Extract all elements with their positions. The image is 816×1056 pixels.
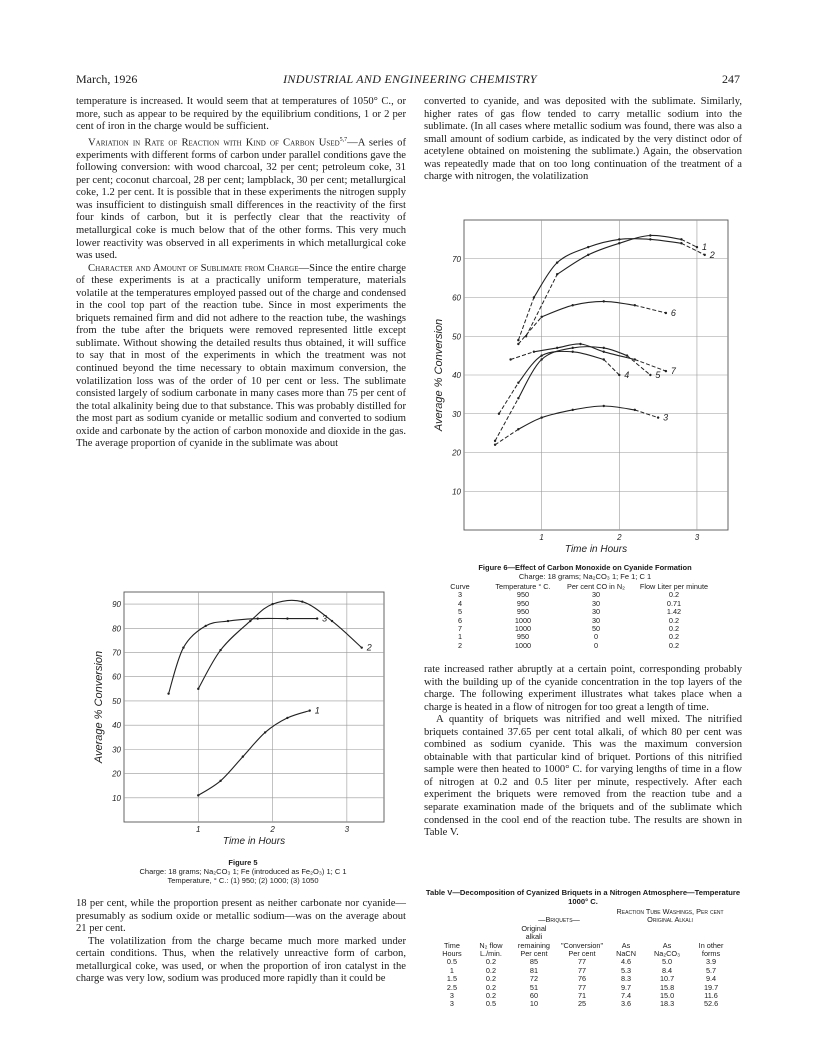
data-point [587, 254, 589, 256]
data-point [249, 620, 251, 622]
data-point [634, 409, 636, 411]
table-cell: 60 [529, 991, 539, 1001]
y-tick-label: 20 [112, 769, 121, 779]
data-point [257, 617, 259, 619]
figure-5 [78, 576, 408, 856]
data-point [618, 242, 620, 244]
data-point [556, 273, 558, 275]
series-line-dashed [518, 298, 534, 341]
series-label: 1 [701, 242, 707, 253]
y-tick-label: 10 [112, 793, 121, 803]
table-cell: 15.8 [659, 982, 675, 992]
table-5-grid [433, 908, 733, 1009]
data-point [517, 428, 519, 430]
figure-5-caption [80, 858, 406, 885]
running-date: March, 1926 [76, 72, 138, 86]
journal-title: INDUSTRIAL AND ENGINEERING CHEMISTRY [283, 72, 537, 86]
left-column-bottom [76, 898, 406, 986]
data-point [680, 242, 682, 244]
x-tick-label: 2 [617, 533, 622, 542]
time-header: Time Hours [442, 940, 462, 959]
table-cell: 1000 [514, 624, 532, 634]
data-point [696, 246, 698, 248]
table-row [433, 1000, 733, 1008]
data-point [219, 780, 221, 782]
data-point [540, 358, 542, 360]
paragraph [76, 263, 406, 451]
table-cell: 1 [449, 965, 454, 975]
section-heading: Character and Amount of Sublimate from Charge [88, 262, 299, 274]
data-point [657, 416, 659, 418]
paragraph [76, 134, 406, 263]
figure-6-chart [424, 208, 748, 564]
co-header: Per cent CO in N₂ [567, 582, 625, 591]
temperature-header: Temperature ° C. [495, 582, 551, 591]
figure-6-charge: Charge: 18 grams; Na₂CO₃ 1; Fe 1; C 1 [518, 572, 652, 581]
figure-6-caption [420, 563, 750, 581]
data-point [540, 416, 542, 418]
data-point [517, 382, 519, 384]
x-tick-label: 2 [270, 825, 275, 834]
series-line-dashed [635, 305, 666, 313]
data-point [509, 358, 511, 360]
table-cell: 5.3 [620, 965, 632, 975]
figure-6-table [436, 583, 718, 650]
data-point [517, 343, 519, 345]
data-point [572, 351, 574, 353]
table-cell: 3.9 [705, 957, 717, 967]
table-cell: 0.5 [446, 957, 458, 967]
data-point [286, 717, 288, 719]
data-point [618, 374, 620, 376]
data-point [572, 304, 574, 306]
table-cell: 71 [577, 991, 587, 1001]
table-cell: 72 [529, 974, 539, 984]
table-cell: 30 [591, 590, 601, 600]
table-cell: 0.2 [668, 590, 680, 600]
paragraph: 18 per cent, while the proportion present as neither carbonate nor cyanide—presumably as sodium oxide or metallic sodium—was on the average about 21 per cent. [76, 898, 406, 935]
data-point [587, 246, 589, 248]
data-point [227, 620, 229, 622]
y-axis-label: Average % Conversion [433, 318, 445, 432]
series-line-dashed [681, 239, 697, 247]
series-line [198, 711, 309, 796]
data-point [517, 397, 519, 399]
data-point [634, 358, 636, 360]
series-line [518, 351, 603, 382]
series-line [518, 347, 630, 399]
series-label: 2 [366, 642, 372, 653]
table-cell: 30 [591, 598, 601, 608]
figure-5-title: Figure 5 [228, 858, 258, 867]
x-axis-label: Time in Hours [222, 836, 286, 847]
table-cell: 5.0 [661, 957, 673, 967]
table-cell: 1.42 [666, 607, 682, 617]
table-cell: 3.6 [620, 999, 632, 1009]
y-tick-label: 60 [112, 672, 121, 682]
flow-header: Flow Liter per minute [639, 582, 709, 591]
table-cell: 0.2 [485, 991, 497, 1001]
conversion-header: "Conversion" Per cent [560, 940, 604, 959]
data-point [665, 370, 667, 372]
table-cell: 0 [593, 640, 599, 650]
table-cell: 0.2 [485, 974, 497, 984]
table-cell: 9.7 [620, 982, 632, 992]
data-point [517, 339, 519, 341]
data-point [572, 409, 574, 411]
data-point [494, 440, 496, 442]
data-point [556, 347, 558, 349]
table-5 [424, 888, 742, 1009]
table-cell: 25 [577, 999, 587, 1009]
series-line-dashed [518, 317, 541, 344]
data-point [634, 304, 636, 306]
series-line-dashed [499, 383, 519, 414]
data-point [618, 238, 620, 240]
table-cell: 50 [591, 624, 601, 634]
data-point [556, 261, 558, 263]
y-tick-label: 20 [452, 448, 461, 458]
series-line-dashed [604, 360, 620, 376]
figure-6 [424, 208, 748, 564]
data-point [533, 351, 535, 353]
alkali-header: Original alkali remaining Per cent [517, 923, 550, 959]
table-cell: 950 [516, 632, 530, 642]
data-point [603, 358, 605, 360]
series-line [198, 600, 361, 688]
data-point [572, 347, 574, 349]
figure-5-charge: Charge: 18 grams; Na₂CO₃ 1; Fe (introduced as Fe₂O₃) 1; C 1 [139, 867, 347, 876]
other-header: In other forms [698, 940, 724, 959]
data-point [704, 254, 706, 256]
data-point [626, 354, 628, 356]
y-tick-label: 70 [112, 648, 121, 658]
section-heading: Variation in Rate of Reaction with Kind of Carbon Used [88, 137, 340, 149]
table-cell: 3 [449, 991, 454, 1001]
series-line-dashed [635, 360, 666, 372]
y-tick-label: 40 [112, 721, 121, 731]
data-point [316, 617, 318, 619]
footnote-ref: 5,7 [339, 136, 348, 143]
x-axis-label: Time in Hours [564, 544, 628, 555]
table-cell: 9.4 [705, 974, 717, 984]
data-point [649, 238, 651, 240]
table-cell: 30 [591, 615, 601, 625]
table-cell: 0 [593, 632, 599, 642]
data-point [525, 335, 527, 337]
y-tick-label: 40 [452, 371, 461, 380]
y-tick-label: 50 [112, 696, 121, 706]
flow-header: N₂ flow L./min. [479, 940, 503, 959]
y-tick-label: 70 [452, 254, 461, 264]
series-label: 1 [314, 705, 320, 716]
series-line-dashed [511, 352, 534, 360]
table-cell: 77 [577, 957, 587, 967]
na2co3-header: As Na₂CO₃ [654, 940, 681, 959]
table-cell: 30 [591, 607, 601, 617]
paragraph-body: —A series of experiments with different forms of carbon under parallel conditions gave the following conversion: with wood charcoal, 32 per cent; petroleum coke, 31 per cent; coconut charcoal, 28 per cent; lampblack, 30 per cent; metallurgical coke, 1.2 per cent. It is possible that in these experiments the nitrogen supply was insufficient to distinguish small differences in the reactivity of the first four kinds of carbon, but it is perfectly clear that the reactivity of metallurgical coke is much below that of the other forms. This very much lower reactivity was observed in all experiments in which metallurgical coke was used. [76, 137, 407, 262]
series-label: 3 [663, 412, 669, 423]
x-tick-label: 1 [539, 533, 544, 542]
table-cell: 950 [516, 590, 530, 600]
data-point [579, 343, 581, 345]
table-cell: 4 [457, 598, 463, 608]
data-point [649, 374, 651, 376]
table-cell: 76 [577, 974, 587, 984]
table-cell: 0.2 [668, 632, 680, 642]
data-point [603, 300, 605, 302]
nacn-header: As NaCN [616, 940, 636, 959]
table-cell: 1.5 [446, 974, 458, 984]
paragraph: A quantity of briquets was nitrified and well mixed. The nitrified briquets contained 37.65 per cent total alkali, of which 80 per cent was combined as sodium cyanide. This was the maximum conversion obtainable with that particular kind of briquet. Portions of this nitrified sample were then heated to 1000° C. for varying lengths of time in a flow of nitrogen at 0.2 and 0.5 liter per minute, respectively. After each experiment the briquets were removed from the reaction tube and a separate examination made of the briquets and of the sublimate which condensed in the cool end of the reaction tube. The results are shown in Table V. [424, 714, 742, 839]
data-point [603, 347, 605, 349]
series-label: 5 [655, 370, 661, 380]
x-tick-label: 3 [694, 533, 700, 542]
table-cell: 15.0 [659, 991, 675, 1001]
series-label: 6 [670, 308, 676, 318]
data-point [182, 646, 184, 648]
table-cell: 6 [457, 615, 463, 625]
data-point [205, 625, 207, 627]
table-cell: 7 [457, 624, 463, 634]
data-point [197, 688, 199, 690]
left-column-top [76, 96, 406, 451]
table-cell: 19.7 [703, 982, 719, 992]
series-label: 2 [709, 249, 715, 260]
data-point [498, 413, 500, 415]
series-line-dashed [495, 398, 518, 441]
table-cell: 77 [577, 982, 587, 992]
table-cell: 18.3 [659, 999, 675, 1009]
series-label: 4 [624, 370, 630, 380]
data-point [603, 405, 605, 407]
figure-6-title: Figure 6—Effect of Carbon Monoxide on Cyanide Formation [478, 563, 692, 572]
series-line [542, 301, 635, 317]
y-tick-label: 50 [452, 332, 461, 342]
series-line-dashed [495, 429, 518, 445]
table-cell: 0.2 [485, 982, 497, 992]
table-cell: 0.2 [668, 624, 680, 634]
data-point [197, 794, 199, 796]
y-tick-label: 80 [112, 624, 121, 634]
paragraph: rate increased rather abruptly at a certain point, corresponding probably with the building up of the cyanide concentration in the top layers of the charge. The following experiment illustrates what takes place when a charge is heated in a flow of nitrogen for too great a length of time. [424, 664, 742, 713]
table-cell: 81 [529, 965, 539, 975]
data-point [309, 709, 311, 711]
briquets-group-header: —Briquets— [538, 915, 580, 925]
series-label: 3 [322, 613, 328, 624]
series-label: 7 [670, 366, 676, 377]
data-point [286, 617, 288, 619]
y-axis-label: Average % Conversion [93, 650, 105, 764]
series-line [518, 406, 634, 429]
paragraph: temperature is increased. It would seem that at temperatures of 1050° C., or more, such as appear to be required by the equilibrium conditions, 1 or 2 per cent of iron in the charge would be sufficient. [76, 96, 406, 133]
table-cell: 3 [449, 999, 454, 1009]
data-point [271, 603, 273, 605]
table-cell: 3 [457, 590, 463, 600]
table-cell: 10.7 [659, 974, 675, 984]
table-cell: 2 [457, 640, 463, 650]
figure-5-chart [78, 576, 408, 858]
paragraph: converted to cyanide, and was deposited with the sublimate. Similarly, higher rates of gas flow tended to carry metallic sodium into the sublimate. (In all cases where metallic sodium was found, there was also a small amount of sodium carbide, as indicated by the very distinct odor of acetylene obtained on moistening the sublimate.) Again, the observation was repeatedly made that on too long continuation of the treatment of a charge with nitrogen, the volatilization [424, 96, 742, 183]
table-cell: 5.7 [705, 965, 717, 975]
table-cell: 0.71 [666, 598, 682, 608]
table-cell: 7.4 [620, 991, 632, 1001]
x-tick-label: 3 [344, 825, 350, 834]
y-tick-label: 10 [452, 487, 461, 497]
table-cell: 0.2 [485, 965, 497, 975]
table-cell: 8.4 [661, 965, 673, 975]
data-point [242, 755, 244, 757]
paragraph: The volatilization from the charge became much more marked under certain conditions. Thus, when the relatively unreactive form of carbon, metallurgical coke, was used, or when the proportion of iron catalyst in the charge was very low, sodium was produced more rapidly than it could be [76, 935, 406, 985]
y-tick-label: 30 [452, 409, 461, 419]
data-point [533, 296, 535, 298]
data-point [331, 620, 333, 622]
page-number: 247 [722, 72, 740, 86]
data-point [361, 646, 363, 648]
curve-header: Curve [450, 582, 470, 591]
table-cell: 52.6 [703, 999, 719, 1009]
y-tick-label: 60 [452, 293, 461, 303]
right-column-middle [424, 664, 742, 840]
data-point [219, 649, 221, 651]
figure-5-temperature: Temperature, ° C.: (1) 950; (2) 1000; (3) 1050 [167, 876, 319, 885]
y-tick-label: 90 [112, 600, 121, 610]
table-cell: 0.2 [668, 640, 680, 650]
x-tick-label: 1 [196, 825, 201, 834]
series-line [169, 618, 318, 693]
table-cell: 1 [457, 632, 463, 642]
right-column-top [424, 96, 742, 184]
table-cell: 4.6 [620, 957, 632, 967]
table-cell: 1000 [514, 640, 532, 650]
table-cell: 85 [529, 957, 539, 967]
table-cell: 0.2 [485, 957, 497, 967]
data-point [603, 351, 605, 353]
paragraph-body: —Since the entire charge of these experiments is at a practically uniform temperature, materials volatile at the temperatures employed passed out of the charge and condensed in the cool top part of the reaction tube. Since in most experiments the briquets remained firm and did not adhere to the reaction tube, the washings from the tube after the briquets were removed represented little except sublimate. Without showing the detailed results thus obtained, it will suffice to say that in most of the experiments in which the treatment was not continued beyond the time necessary to obtain maximum conversion, the volatilization loss was of the order of 10 per cent or less. The sublimate consisted largely of sodium carbonate in many cases more than 75 per cent of the total alkalinity being due to that substance. This was probably distilled for the most part as sodium cyanide or metallic sodium and converted to sodium oxide and carbonate by the action of carbon monoxide and dioxide in the gas. The average proportion of cyanide in the sublimate was about [76, 262, 407, 450]
data-point [264, 731, 266, 733]
data-point [665, 312, 667, 314]
data-point [540, 354, 542, 356]
data-point [649, 234, 651, 236]
table-cell: 2.5 [446, 982, 458, 992]
y-tick-label: 30 [112, 745, 121, 755]
table-cell: 11.6 [704, 991, 718, 1001]
table-cell: 950 [516, 607, 530, 617]
table-cell: 10 [529, 999, 539, 1009]
table-5-title: Table V—Decomposition of Cyanized Briquets in a Nitrogen Atmosphere—Temperature 1000° C. [425, 888, 741, 906]
table-cell: 950 [516, 598, 530, 608]
table-cell: 77 [577, 965, 587, 975]
data-point [680, 238, 682, 240]
table-cell: 51 [529, 982, 539, 992]
table-cell: 5 [457, 607, 463, 617]
washings-group-header: Reaction Tube Washings, Per cent Original Alkali [616, 907, 724, 925]
data-point [540, 316, 542, 318]
table-cell: 0.2 [668, 615, 680, 625]
curve-row [436, 642, 718, 650]
plot-frame [124, 592, 384, 822]
curve-table [436, 583, 718, 650]
data-point [301, 600, 303, 602]
data-point [167, 692, 169, 694]
data-point [494, 444, 496, 446]
table-cell: 8.3 [620, 974, 632, 984]
table-cell: 0.5 [485, 999, 497, 1009]
table-cell: 1000 [514, 615, 532, 625]
